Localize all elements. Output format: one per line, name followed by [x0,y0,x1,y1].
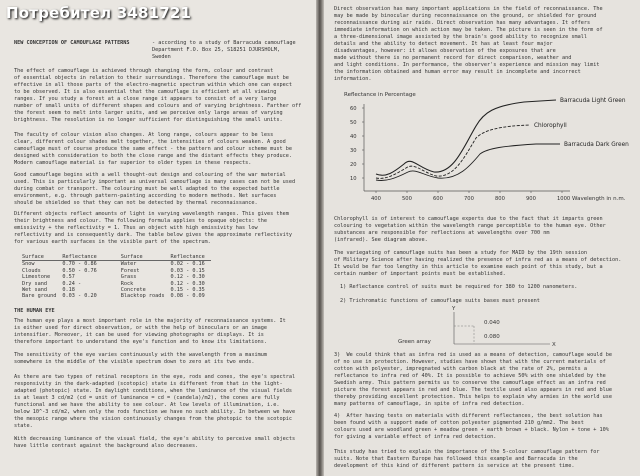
series-light-green [376,100,556,175]
table-row [22,261,211,268]
text-line: effective in all those parts of the electro-magnetic spectrum within which one can expect [14,82,292,88]
point-2: 2) Trichromatic functions of camouflage suits bases must present [340,298,540,304]
table-header-cell: Reflectance [170,254,210,261]
diagram-x-value: 0.080 [484,334,500,340]
text-line: The effect of camouflage is achieved through changing the form, colour and contrast [14,68,274,74]
text-line: state. [14,423,33,429]
table-header-cell: Surface [22,254,62,261]
text-line: somewhere in the middle of the visible spectrum down to zero at its two ends. [14,359,255,365]
text-line: 3) We could think that as infra red is used as a means of detection, camouflage would be [334,352,612,358]
diagram-x-axis-label: X [552,342,556,348]
text-line: As there are two types of retinal receptors in the eye, rods and cones, the eye's spectral [14,374,296,380]
series-label-light-green: Barracuda Light Green [560,98,626,104]
text-line: Swedish army. This pattern permits us to conserve the camouflage effect as an infra red [334,380,606,386]
text-line: colouring to vegetation within the wavelength range perceptible to the human eye. Other [334,223,606,229]
y-tick-label: 40 [350,134,357,140]
series-chlorophyll [376,125,530,178]
text-line: of essential objects in relation to their surroundings. Therefore the camouflage must be [14,75,289,81]
text-line: development of this kind of different pattern is service at the present time. [334,463,575,469]
table-header-row [22,254,211,261]
text-line: Different objects reflect amounts of light in varying wavelength ranges. This gives them [14,211,289,217]
left-page [0,0,316,476]
y-tick-label: 20 [350,162,357,168]
table-cell: Snow [22,261,35,268]
x-tick-label: 700 [464,196,474,202]
text-line: of no use in protection. However, studies have shown that with the current materials of [334,359,606,365]
text-line: been found with a support made of cotton polyester pigmented 210 g/mm2. The best [334,420,584,426]
text-line: number of small units of different shapes and colours and of varying brightness. Farther off [14,103,302,109]
series-label-chlorophyll: Chlorophyll [534,123,567,129]
text-line: The variegating of camouflage suits has been a study for MAID by the 19th session [334,250,587,256]
table-cell: Concrete [120,287,146,294]
table-header-cell: Reflectance [62,254,102,261]
text-line: immediate information on which action may be taken. The picture is seen in the form of [334,27,603,33]
text-line: Chlorophyll is of interest to camouflage experts due to the fact that it imparts green [334,216,603,222]
text-line: Direct observation has many important applications in the field of reconnaissance. The [334,6,603,12]
table-cell: 0.08 - 0.09 [170,293,205,300]
chart-y-label: Reflectance in Percentage [344,92,416,98]
article-heading: NEW CONCEPTION OF CAMOUFLAGE PATTERNS [14,40,130,46]
point-1: 1) Reflectance control of suits must be required for 380 to 1200 nanometers. [340,284,578,290]
text-line: responsivity in the dark-adapted (scotopic) state is different from that in the light- [14,381,283,387]
series-dark-green [376,144,560,181]
text-line: emissivity + the reflectivity = 1. Thus an object with high emissivity has low [14,225,258,231]
text-line: The faculty of colour vision also changes. At long range, colours appear to be less [14,132,274,138]
text-line: colours used are woodland green + meadow green + earth brown + black. Nylon + tone + 10% [334,427,609,433]
text-line: 4) After having tests on materials with different reflectances, the best solution has [334,413,603,419]
table-cell: Grass [120,274,137,281]
chart-x-ticks [371,191,570,202]
table-cell: Rock [120,280,134,287]
table-cell: Wet sand [22,287,47,294]
table-cell: 0.03 - 0.15 [170,267,205,274]
table-cell: Water [120,261,137,268]
text-line: ranges. If you study a forest at a close range it appears to consist of a very large [14,96,277,102]
text-line: substances are responsible for reflections at wavelengths over 700 nm [334,230,550,236]
text-line: is either used for direct observation, or with the help of binoculars or an image [14,325,267,331]
text-line: a three-dimensional image assisted by the brain's good ability to recognize small [334,34,587,40]
text-line: the forest seem to melt into larger units, and we perceive only large areas of varying [14,110,283,116]
reflectance-table [22,254,211,300]
table-cell: Limestone [22,274,51,281]
text-line: is at least 3 cd/m2 (cd = unit of luminance = cd = (candela)/m2), the cones are fully [14,395,280,401]
text-line: clear, different colour shades melt together, the intensities of colours weaken. A good [14,139,286,145]
table-cell: 0.24 - [62,280,82,287]
text-line: Good camouflage begins with a well thought-out design and colouring of the war material [14,172,286,178]
y-tick-label: 10 [350,176,357,182]
text-line: made without there is no permanent record for direct comparison, weather and [334,55,572,61]
watermark: Потребител 3481721 [6,4,192,22]
table-cell: 0.70 - 0.86 [62,261,97,268]
table-cell: Forest [120,267,140,274]
diagram-y-value: 0.040 [484,320,500,326]
diagram-green-array-label: Green array [398,339,431,345]
text-line: (infrared). See diagram above. [334,237,428,243]
table-cell: 0.15 - 0.35 [170,287,205,294]
table-cell: 0.03 - 0.20 [62,293,97,300]
y-tick-label: 50 [350,120,357,126]
x-tick-label: 800 [495,196,505,202]
table-cell: 0.12 - 0.30 [170,274,205,281]
text-line: for giving a variable effect of infra red detection. [334,434,497,440]
y-tick-label: 30 [350,148,357,154]
table-cell: 0.18 [62,287,75,294]
text-line: and light conditions. In performance, the observer's experience and mission may limit [334,62,600,68]
right-page [324,0,640,476]
text-line: designed with consideration to both the close range and the distant effects they produce. [14,153,292,159]
text-line: may be made by binocular during reconnaissance on the ground, or shielded for ground [334,13,597,19]
text-line: Modern camouflage material is far superior to older types in these respects. [14,160,252,166]
diagram-y-axis-label: Y [452,306,456,312]
x-tick-label: 500 [402,196,412,202]
text-line: certain number of important points must be established. [334,271,506,277]
text-line: reflectance to infra red of 40%. It is possible to achieve 50% with one shielded by the [334,373,606,379]
text-line: thereby providing excellent protection. This helps to explain why armies in the world use [334,394,612,400]
reflectance-chart [324,86,640,216]
text-line: With decreasing luminance of the visual field, the eye's ability to perceive small objects [14,436,296,442]
text-line: therefore important to understand the eye's function and to know its limitations. [14,339,267,345]
series-label-dark-green: Barracuda Dark Green [564,142,629,148]
heading-note: - according to a study of Barracuda camouflage [152,40,296,46]
text-line: should be shielded so that they can not be detected by thermal reconnaissance. [14,200,258,206]
x-tick-label: 900 [526,196,536,202]
table-row [22,293,211,299]
text-line: adapted (photopic) state. In daylight conditions, when the luminance of the visual fields [14,388,292,394]
text-line: their brightness and colour. The following formula applies to opaque objects: the [14,218,267,224]
text-line: below 10^-3 cd/m2, when only the rods function we have no such ability. In between we have [14,409,296,415]
y-tick-label: 60 [350,106,357,112]
table-cell: Clouds [22,267,41,274]
text-line: used. This is particularly important as universal camouflage is many cases can not be used [14,179,296,185]
text-line: have little contrast against the background also decreases. [14,443,199,449]
text-line: functional and we have the ability to see colour. At low levels of illumination, i.e. [14,402,280,408]
text-line: The human eye plays a most important role in the majority of reconnaissance systems. It [14,318,286,324]
text-line: intensifier. Moreover, it can be used for viewing photographs or displays. It is [14,332,264,338]
table-cell: Bare ground [22,293,57,300]
text-line: disadvantages, however: it allows observation of the exposures that are [334,48,556,54]
table-cell: 0.57 [62,274,75,281]
text-line: the mesopic range where the vision continuously changes from the photopic to the scotopic [14,416,292,422]
text-line: details and the ability to detect movement. It has at least four major [334,41,553,47]
book-gutter [316,0,324,476]
text-line: It would be far too lengthy in this article to examine each point of this study, but a [334,264,603,270]
text-line: The sensitivity of the eye varies continuously with the wavelength from a maximum [14,352,267,358]
chart-x-label: Wavelength in n.m. [572,196,626,202]
x-tick-label: 600 [433,196,443,202]
chart-y-ticks [350,106,364,182]
x-tick-label: 400 [371,196,381,202]
text-line: to be observed. It is also essential that the camouflage is efficient at all viewing [14,89,277,95]
text-line: cotton with polyester, impregnated with carbon black at the rate of 2%, permits a [334,366,587,372]
text-line: This study has tried to explain the importance of the 5-colour camouflage pattern for [334,449,600,455]
table-header-cell: Surface [103,254,171,261]
section-title-human-eye: THE HUMAN EYE [14,308,55,314]
text-line: brightness. The resolution is no longer sufficient for distinguishing the small units. [14,117,283,123]
text-line: during combat or transport. The colouring must be well adapted to the expected battle [14,186,280,192]
table-cell: 0.12 - 0.30 [170,280,205,287]
text-line: many patterns of camouflage, in spite of infra red detection. [334,401,525,407]
text-line: the information obtained and human error may result in incomplete and incorrect [334,69,581,75]
text-line: information. [334,76,372,82]
table-cell: 0.50 - 0.76 [62,267,97,274]
text-line: suits. Note that Eastern Europe has followed this example and Barracuda in the [334,456,578,462]
text-line: of Military Science after having realized the presence of infra red as a means of detection. [334,257,622,263]
text-line: environment, e.g. through pattern-painting according to modern methods. Net surfaces [14,193,277,199]
text-line: picture the forest appears in red and blue. The textile used also appears in red and blue [334,387,612,393]
text-line: camouflage must of course produce the same effect - the pattern and colour scheme must be [14,146,292,152]
text-line: reflectivity and is consequently dark. The table below gives the approximate reflectivity [14,232,292,238]
table-cell: 0.02 - 0.16 [170,261,205,268]
department-line: Department F.O. Box 25, S18251 DJURSHOLM, [152,47,281,53]
x-tick-label: 1000 [557,196,571,202]
text-line: for various earth surfaces in the visible part of the spectrum. [14,239,211,245]
table-cell: Dry sand [22,280,47,287]
table-cell: Blacktop roads [120,293,165,300]
department-country: Sweden [152,54,171,60]
text-line: reconnaissance during air raids. Direct observation has many advantages. It offers [334,20,591,26]
